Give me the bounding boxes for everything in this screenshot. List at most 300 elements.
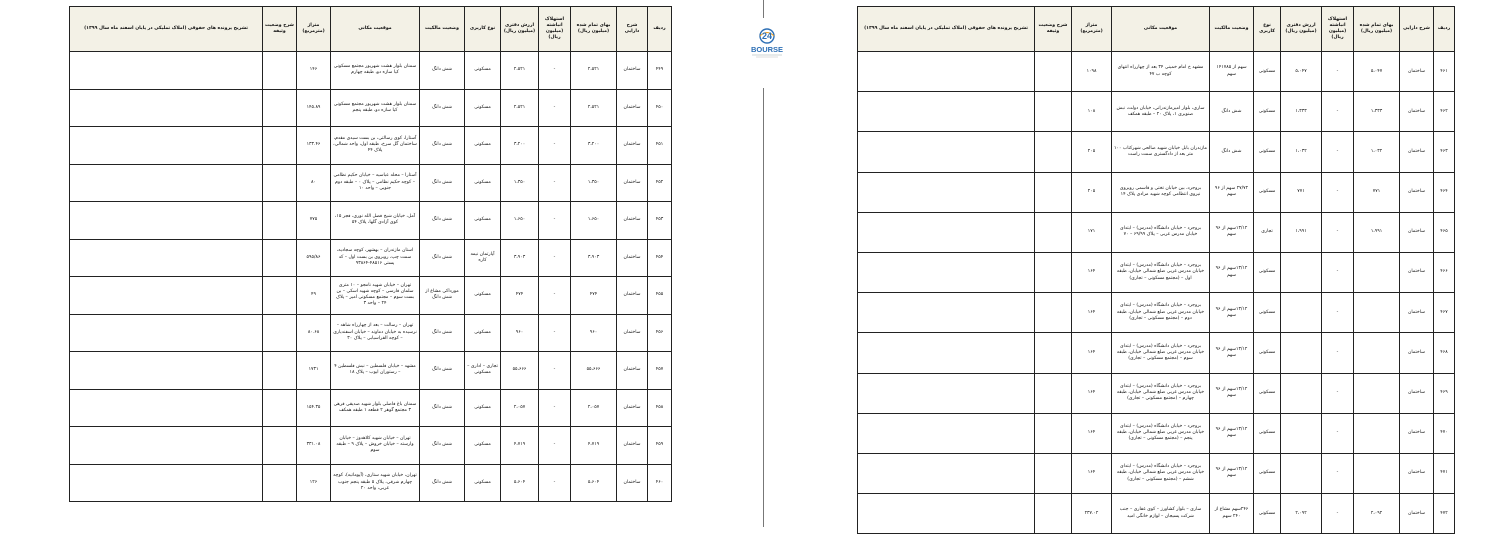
- header-ownership: وضعیت مالکیت: [420, 7, 465, 52]
- cell-depreciation: -: [539, 352, 571, 390]
- cell-asset-desc: ساختمان: [617, 277, 648, 315]
- header-ownership: وضعیت مالکیت: [1210, 7, 1254, 52]
- header-final-cost: بهای تمام شده (میلیون ریال): [571, 7, 617, 52]
- cell-location: مشهد خ امام خمینی ۳۴ بعد از چهارراه انتهای کوچه ب ۴۷: [1112, 52, 1210, 92]
- cell-depreciation: -: [539, 164, 571, 202]
- header-legal-desc: تشریح پرونده های حقوقی (املاک تملیکی در پایان اسفند ماه سال ۱۳۹۹): [70, 7, 263, 52]
- cell-final-cost: [1354, 293, 1400, 333]
- table-row: [70, 352, 672, 390]
- cell-legal-desc: [70, 352, 263, 390]
- cell-collateral: [263, 164, 297, 202]
- cell-legal-desc: [858, 333, 1035, 373]
- cell-legal-desc: [70, 464, 263, 502]
- cell-usage: مسکونی: [465, 89, 501, 127]
- cell-asset-desc: ساختمان: [1400, 132, 1434, 172]
- header-asset-desc: شرح دارایی: [617, 7, 648, 52]
- cell-row-no: ۴۴۹: [648, 52, 672, 90]
- cell-ownership: ۱۳/۱۲سهم از ۹۶ سهم: [1210, 373, 1254, 413]
- cell-usage: مسکونی: [465, 164, 501, 202]
- cell-book-value: ۷۷۱: [1281, 172, 1322, 212]
- cell-asset-desc: ساختمان: [1400, 494, 1434, 534]
- cell-legal-desc: [858, 132, 1035, 172]
- cell-final-cost: ۵۵،۶۶۶: [571, 352, 617, 390]
- cell-legal-desc: [70, 164, 263, 202]
- cell-location: بروجرد، بین خیابان تختی و قاسمی روبروی نیروی انتظامی کوچه شهید مرادی پلاک ۱۴: [1112, 172, 1210, 212]
- table-row: [70, 277, 672, 315]
- cell-usage: مسکونی: [1254, 373, 1281, 413]
- header-book-value: ارزش دفتری (میلیون ریال): [501, 7, 539, 52]
- cell-final-cost: ۳،۹۰۳: [571, 239, 617, 277]
- cell-depreciation: -: [539, 127, 571, 165]
- cell-area: ۱۶۴: [1072, 333, 1112, 373]
- cell-location: آستارا، کوی رسالتی، بن بست سیدی مقدم، ساختمان گل سرخ، طبقه اول، واحد شمالی، پلاک ۴۴: [331, 127, 420, 165]
- cell-depreciation: -: [539, 314, 571, 352]
- cell-legal-desc: [858, 293, 1035, 333]
- cell-area: ۱۶۴: [1072, 293, 1112, 333]
- cell-ownership: ۲۴۶سهم مشاع از ۲۴۰ سهم: [1210, 494, 1254, 534]
- cell-asset-desc: ساختمان: [617, 202, 648, 240]
- cell-depreciation: -: [539, 52, 571, 90]
- cell-row-no: ۴۵۳: [648, 202, 672, 240]
- cell-area: ۱۴۵.۸۹: [297, 89, 331, 127]
- cell-usage: مسکونی: [465, 427, 501, 465]
- cell-row-no: ۴۶۷: [1434, 293, 1455, 333]
- cell-asset-desc: ساختمان: [617, 127, 648, 165]
- cell-final-cost: ۲،۰۵۷: [571, 389, 617, 427]
- cell-final-cost: ۲،۵۲۱: [571, 89, 617, 127]
- cell-location: بروجرد – خیابان دانشگاه (مدرس) – ابتدای خیابان مدرس غربی ضلع شمالی خیابان، طبقه پنجم – (مجتمع مسکونی – تجاری): [1112, 413, 1210, 453]
- cell-legal-desc: [858, 453, 1035, 493]
- cell-area: ۱۶۴: [1072, 453, 1112, 493]
- cell-ownership: شش دانگ: [420, 202, 465, 240]
- cell-final-cost: ۲،۰۹۲: [1354, 494, 1400, 534]
- cell-final-cost: ۱،۶۵۰: [571, 202, 617, 240]
- cell-usage: مسکونی: [1254, 92, 1281, 132]
- cell-location: تهران، خیابان شهید ستاری، (آپوماتیه)، کوچه چهارم شرقی، پلاک ۵ طبقه پنجم جنوب غربی، واحد ۲۰: [331, 464, 420, 502]
- cell-depreciation: -: [539, 464, 571, 502]
- page-spine-top: [763, 0, 764, 18]
- cell-book-value: [1281, 373, 1322, 413]
- cell-area: ۱۶۴: [1072, 413, 1112, 453]
- cell-location: بروجرد – خیابان دانشگاه (مدرس) – ابتدای خیابان مدرس غربی ضلع شمالی خیابان، طبقه سوم – (مجتمع مسکونی – تجاری): [1112, 333, 1210, 373]
- svg-text:24: 24: [761, 31, 773, 41]
- cell-asset-desc: ساختمان: [1400, 413, 1434, 453]
- cell-usage: مسکونی: [465, 277, 501, 315]
- cell-book-value: [1281, 333, 1322, 373]
- cell-area: ۱۶۴: [1072, 373, 1112, 413]
- table-row: [858, 172, 1455, 212]
- cell-ownership: شش دانگ: [420, 389, 465, 427]
- cell-book-value: ۵،۶۰۴: [501, 464, 539, 502]
- cell-collateral: [1035, 252, 1072, 292]
- cell-area: ۷۷۵: [297, 202, 331, 240]
- header-depreciation: استهلاک انباشته (میلیون ریال): [1322, 7, 1354, 52]
- cell-depreciation: -: [1322, 333, 1354, 373]
- cell-ownership: ۲۷/۷۲ سهم از ۹۶ سهم: [1210, 172, 1254, 212]
- cell-asset-desc: ساختمان: [1400, 453, 1434, 493]
- cell-collateral: [1035, 453, 1072, 493]
- cell-depreciation: -: [539, 427, 571, 465]
- table-row: [858, 212, 1455, 252]
- cell-ownership: شش دانگ: [420, 164, 465, 202]
- cell-row-no: ۴۷۲: [1434, 494, 1455, 534]
- cell-area: ۱۲۶: [297, 464, 331, 502]
- cell-collateral: [1035, 413, 1072, 453]
- header-collateral: شرح وضعیت وثیقه: [1035, 7, 1072, 52]
- cell-asset-desc: ساختمان: [617, 427, 648, 465]
- cell-collateral: [1035, 212, 1072, 252]
- table-row: [70, 52, 672, 90]
- cell-depreciation: -: [1322, 494, 1354, 534]
- cell-asset-desc: ساختمان: [617, 464, 648, 502]
- cell-book-value: [1281, 413, 1322, 453]
- cell-usage: مسکونی: [465, 52, 501, 90]
- cell-asset-desc: ساختمان: [617, 389, 648, 427]
- table-row: [858, 252, 1455, 292]
- cell-collateral: [263, 127, 297, 165]
- cell-row-no: ۴۶۴: [1434, 172, 1455, 212]
- page-spine-bottom: [763, 88, 764, 527]
- cell-area: ۸۰: [297, 164, 331, 202]
- cell-final-cost: ۷۷۱: [1354, 172, 1400, 212]
- cell-ownership: شش دانگ: [420, 89, 465, 127]
- cell-row-no: ۴۶۳: [1434, 132, 1455, 172]
- cell-book-value: ۹۶۰: [501, 314, 539, 352]
- cell-final-cost: ۵،۶۰۴: [571, 464, 617, 502]
- cell-area: ۴۹: [297, 277, 331, 315]
- cell-final-cost: [1354, 373, 1400, 413]
- cell-book-value: ۱،۳۵۰: [501, 164, 539, 202]
- cell-final-cost: ۴۷۴: [571, 277, 617, 315]
- cell-final-cost: ۱،۹۹۱: [1354, 212, 1400, 252]
- cell-final-cost: ۲،۵۲۱: [571, 52, 617, 90]
- cell-row-no: ۴۶۵: [1434, 212, 1455, 252]
- cell-location: ساری، بلوار امیرمازندرانی، خیابان دولت، نبش صنوبری ۱، پلاک ۲۰ – طبقه همکف: [1112, 92, 1210, 132]
- cell-book-value: ۴۷۴: [501, 277, 539, 315]
- table-row: [70, 427, 672, 465]
- cell-usage: مسکونی: [1254, 453, 1281, 493]
- cell-depreciation: -: [1322, 373, 1354, 413]
- cell-ownership: شش دانگ: [420, 314, 465, 352]
- cell-location: سمنان بلوار هشت شهریور مجتمع مسکونی کیا سازه دو، طبقه چهارم: [331, 52, 420, 90]
- cell-book-value: ۱،۳۳۳: [1281, 92, 1322, 132]
- table-row: [70, 464, 672, 502]
- cell-book-value: ۴،۷۱۹: [501, 427, 539, 465]
- cell-legal-desc: [70, 202, 263, 240]
- cell-area: ۲۰۵: [1072, 132, 1112, 172]
- cell-asset-desc: ساختمان: [617, 52, 648, 90]
- cell-collateral: [263, 314, 297, 352]
- cell-collateral: [263, 202, 297, 240]
- cell-ownership: شش دانگ: [420, 464, 465, 502]
- cell-ownership: ۱۳/۱۲سهم از ۹۶ سهم: [1210, 212, 1254, 252]
- table-row: [858, 293, 1455, 333]
- cell-location: مشهد – خیابان فلسطین – نبش فلسطین ۴ – رستوران ایوب – پلاک ۱۸: [331, 352, 420, 390]
- table-body-left: [70, 52, 672, 502]
- cell-collateral: [1035, 293, 1072, 333]
- cell-asset-desc: ساختمان: [617, 164, 648, 202]
- header-depreciation: استهلاک انباشته (میلیون ریال): [539, 7, 571, 52]
- cell-location: بروجرد – خیابان دانشگاه (مدرس) – ابتدای خیابان مدرس غربی – پلاک ۶۹/۹۹ – ۷۰: [1112, 212, 1210, 252]
- cell-row-no: ۴۵۱: [648, 127, 672, 165]
- cell-depreciation: -: [1322, 293, 1354, 333]
- cell-asset-desc: ساختمان: [1400, 212, 1434, 252]
- cell-usage: مسکونی: [465, 202, 501, 240]
- cell-ownership: شش دانگ: [1210, 92, 1254, 132]
- cell-ownership: مورداکی مشاع از شش دانگ: [420, 277, 465, 315]
- table-row: [858, 92, 1455, 132]
- cell-usage: مسکونی: [1254, 52, 1281, 92]
- cell-book-value: ۵،۰۴۷: [1281, 52, 1322, 92]
- cell-row-no: ۴۵۸: [648, 389, 672, 427]
- cell-legal-desc: [70, 427, 263, 465]
- cell-collateral: [1035, 92, 1072, 132]
- cell-ownership: ۱۳/۱۲سهم از ۹۶ سهم: [1210, 453, 1254, 493]
- cell-asset-desc: ساختمان: [1400, 92, 1434, 132]
- cell-asset-desc: ساختمان: [1400, 172, 1434, 212]
- cell-depreciation: -: [539, 202, 571, 240]
- cell-collateral: [263, 389, 297, 427]
- cell-row-no: ۴۵۰: [648, 89, 672, 127]
- cell-usage: مسکونی: [1254, 333, 1281, 373]
- cell-ownership: شش دانگ: [420, 239, 465, 277]
- cell-legal-desc: [70, 89, 263, 127]
- cell-row-no: ۴۷۰: [1434, 413, 1455, 453]
- cell-location: استان مازندران – بهشهر، کوچه سجادیه، سمت چپ، روبروی بن بست اول – کد پستی ۴۸۵۱۶-۹۳۸۶۴: [331, 239, 420, 277]
- cell-legal-desc: [858, 373, 1035, 413]
- cell-ownership: شش دانگ: [420, 352, 465, 390]
- cell-ownership: ۱۳/۱۲سهم از ۹۶ سهم: [1210, 333, 1254, 373]
- table-row: [70, 239, 672, 277]
- cell-collateral: [263, 52, 297, 90]
- cell-ownership: ۱۳/۱۲سهم از ۹۶ سهم: [1210, 293, 1254, 333]
- cell-collateral: [1035, 494, 1072, 534]
- svg-text:BOURSE: BOURSE: [750, 45, 784, 54]
- table-row: [858, 52, 1455, 92]
- cell-row-no: ۴۶۰: [648, 464, 672, 502]
- cell-final-cost: [1354, 252, 1400, 292]
- cell-final-cost: ۳،۲۰۰: [571, 127, 617, 165]
- cell-depreciation: -: [1322, 52, 1354, 92]
- cell-final-cost: [1354, 413, 1400, 453]
- cell-location: بروجرد – خیابان دانشگاه (مدرس) – ابتدای خیابان مدرس غربی ضلع شمالی خیابان، طبقه اول – (مجتمع مسکونی – تجاری): [1112, 252, 1210, 292]
- cell-location: تهران – خیابان شهید کلاهدوز – خیابان وارسته – خیابان خروش – پلاک ۹ – طبقه سوم: [331, 427, 420, 465]
- cell-collateral: [1035, 172, 1072, 212]
- cell-book-value: ۱،۹۹۱: [1281, 212, 1322, 252]
- cell-usage: مسکونی: [1254, 252, 1281, 292]
- header-legal-desc: تشریح پرونده های حقوقی (املاک تملیکی در پایان اسفند ماه سال ۱۳۹۹): [858, 7, 1035, 52]
- table-row: [858, 453, 1455, 493]
- cell-collateral: [1035, 52, 1072, 92]
- cell-final-cost: ۴،۷۱۹: [571, 427, 617, 465]
- cell-usage: مسکونی: [1254, 494, 1281, 534]
- cell-legal-desc: [70, 389, 263, 427]
- cell-ownership: ۱۳/۱۲سهم از ۹۶ سهم: [1210, 252, 1254, 292]
- cell-location: سمنان بلوار هشت شهریور مجتمع مسکونی کیا سازه دو، طبقه پنجم: [331, 89, 420, 127]
- header-final-cost: بهای تمام شده (میلیون ریال): [1354, 7, 1400, 52]
- header-row-no: ردیف: [648, 7, 672, 52]
- cell-asset-desc: ساختمان: [1400, 333, 1434, 373]
- cell-location: ساری – بلوار کشاورز – کوی غفاری – جنب شرکت پسیجان – لوازم خانگی امید: [1112, 494, 1210, 534]
- header-collateral: شرح وضعیت وثیقه: [263, 7, 297, 52]
- cell-row-no: ۴۵۹: [648, 427, 672, 465]
- cell-usage: مسکونی: [1254, 413, 1281, 453]
- table-row: [70, 164, 672, 202]
- cell-area: ۲۰۵: [1072, 172, 1112, 212]
- table-row: [858, 132, 1455, 172]
- cell-final-cost: ۱،۳۳۳: [1354, 92, 1400, 132]
- cell-area: ۸۰.۶۸: [297, 314, 331, 352]
- cell-collateral: [263, 239, 297, 277]
- cell-collateral: [1035, 132, 1072, 172]
- cell-final-cost: ۱،۳۵۰: [571, 164, 617, 202]
- cell-final-cost: ۵،۰۴۷: [1354, 52, 1400, 92]
- cell-book-value: ۳،۲۰۰: [501, 127, 539, 165]
- cell-depreciation: -: [539, 239, 571, 277]
- cell-legal-desc: [858, 494, 1035, 534]
- cell-collateral: [1035, 333, 1072, 373]
- cell-legal-desc: [70, 127, 263, 165]
- cell-final-cost: [1354, 453, 1400, 493]
- cell-book-value: ۲،۰۹۲: [1281, 494, 1322, 534]
- cell-depreciation: -: [1322, 92, 1354, 132]
- header-book-value: ارزش دفتری (میلیون ریال): [1281, 7, 1322, 52]
- cell-final-cost: [1354, 333, 1400, 373]
- cell-depreciation: -: [1322, 132, 1354, 172]
- cell-area: ۱۵۴.۳۵: [297, 389, 331, 427]
- table-row: [858, 373, 1455, 413]
- cell-legal-desc: [70, 314, 263, 352]
- cell-book-value: ۱،۶۵۰: [501, 202, 539, 240]
- cell-location: آستارا – محله عباسیه – خیابان حکیم نظامی – کوچه حکیم نظامی – پلاک ۰ – طبقه دوم جنوبی – واحد ۱۰: [331, 164, 420, 202]
- table-header-row: [70, 7, 672, 52]
- cell-area: ۳۳۱.۰۸: [297, 427, 331, 465]
- table-row: [70, 89, 672, 127]
- cell-usage: آپارتمان نیمه کاره: [465, 239, 501, 277]
- cell-area: ۲۳۷.۰۲: [1072, 494, 1112, 534]
- cell-book-value: ۵۵،۶۶۶: [501, 352, 539, 390]
- table-row: [70, 202, 672, 240]
- cell-book-value: ۲،۵۲۱: [501, 89, 539, 127]
- cell-asset-desc: ساختمان: [617, 89, 648, 127]
- cell-depreciation: -: [539, 89, 571, 127]
- cell-area: ۵۹۵/۸۶: [297, 239, 331, 277]
- header-area: متراژ (مترمربع): [1072, 7, 1112, 52]
- cell-row-no: ۴۵۴: [648, 239, 672, 277]
- table-row: [858, 494, 1455, 534]
- cell-final-cost: ۱،۰۳۲: [1354, 132, 1400, 172]
- cell-usage: تجاری: [1254, 212, 1281, 252]
- table-row: [70, 127, 672, 165]
- cell-book-value: [1281, 453, 1322, 493]
- cell-area: ۱۰۸: [1072, 92, 1112, 132]
- cell-location: بروجرد – خیابان دانشگاه (مدرس) – ابتدای خیابان مدرس غربی ضلع شمالی خیابان، طبقه دوم – (مجتمع مسکونی – تجاری): [1112, 293, 1210, 333]
- cell-collateral: [263, 352, 297, 390]
- cell-row-no: ۴۵۶: [648, 314, 672, 352]
- cell-asset-desc: ساختمان: [1400, 293, 1434, 333]
- cell-usage: مسکونی: [1254, 172, 1281, 212]
- cell-area: ۱۴۶: [297, 52, 331, 90]
- cell-ownership: شش دانگ: [1210, 132, 1254, 172]
- table-row: [858, 333, 1455, 373]
- cell-usage: مسکونی: [465, 127, 501, 165]
- cell-usage: مسکونی: [465, 389, 501, 427]
- cell-usage: مسکونی: [465, 314, 501, 352]
- cell-area: ۱۳۳.۴۶: [297, 127, 331, 165]
- bourse24-logo: [744, 27, 790, 59]
- cell-depreciation: -: [1322, 453, 1354, 493]
- cell-area: ۱۶۴: [1072, 252, 1112, 292]
- cell-row-no: ۴۶۲: [1434, 92, 1455, 132]
- cell-location: تهران – خیابان شهید نامجو – ۱۰ متری سلمان فارسی – کوچه شهید اسکی – بن بست سوم – مجتمع مسکونی امیر – پلاک ۲۴ – واحد ۳: [331, 277, 420, 315]
- cell-asset-desc: ساختمان: [1400, 52, 1434, 92]
- cell-collateral: [1035, 373, 1072, 413]
- header-area: متراژ (مترمربع): [297, 7, 331, 52]
- cell-legal-desc: [858, 413, 1035, 453]
- cell-book-value: ۲،۰۵۷: [501, 389, 539, 427]
- cell-asset-desc: ساختمان: [617, 352, 648, 390]
- cell-book-value: [1281, 293, 1322, 333]
- cell-row-no: ۴۶۸: [1434, 333, 1455, 373]
- cell-usage: مسکونی: [1254, 132, 1281, 172]
- cell-ownership: ۱۳/۱۲سهم از ۹۶ سهم: [1210, 413, 1254, 453]
- cell-row-no: ۴۶۶: [1434, 252, 1455, 292]
- cell-row-no: ۴۵۵: [648, 277, 672, 315]
- properties-table-left: [69, 6, 672, 502]
- cell-book-value: ۲،۵۲۱: [501, 52, 539, 90]
- table-row: [70, 389, 672, 427]
- cell-asset-desc: ساختمان: [1400, 373, 1434, 413]
- cell-depreciation: -: [1322, 413, 1354, 453]
- cell-ownership: شش دانگ: [420, 427, 465, 465]
- cell-depreciation: -: [539, 389, 571, 427]
- cell-final-cost: ۹۶۰: [571, 314, 617, 352]
- cell-collateral: [263, 89, 297, 127]
- cell-legal-desc: [858, 92, 1035, 132]
- cell-ownership: شش دانگ: [420, 52, 465, 90]
- properties-table-right: [857, 6, 1455, 534]
- header-asset-desc: شرح دارایی: [1400, 7, 1434, 52]
- cell-location: مازندران بابل خیابان شهید صالحی شهرکتاب ۱۰۰ متر بعد از دادگستری سمت راست: [1112, 132, 1210, 172]
- cell-legal-desc: [70, 239, 263, 277]
- cell-area: ۱۷۱: [1072, 212, 1112, 252]
- cell-legal-desc: [70, 52, 263, 90]
- header-row-no: ردیف: [1434, 7, 1455, 52]
- cell-usage: تجاری – اداری – مسکونی: [465, 352, 501, 390]
- header-usage: نوع کاربری: [465, 7, 501, 52]
- cell-location: بروجرد – خیابان دانشگاه (مدرس) – ابتدای خیابان مدرس غربی ضلع شمالی خیابان، طبقه ششم – (مجتمع مسکونی – تجاری): [1112, 453, 1210, 493]
- cell-asset-desc: ساختمان: [617, 239, 648, 277]
- cell-collateral: [263, 464, 297, 502]
- table-row: [858, 413, 1455, 453]
- cell-asset-desc: ساختمان: [617, 314, 648, 352]
- cell-usage: مسکونی: [465, 464, 501, 502]
- cell-usage: مسکونی: [1254, 293, 1281, 333]
- cell-ownership: شش دانگ: [420, 127, 465, 165]
- cell-book-value: [1281, 252, 1322, 292]
- cell-ownership: سهم از ۱۴۱۷۸۵ سهم: [1210, 52, 1254, 92]
- cell-row-no: ۴۵۲: [648, 164, 672, 202]
- cell-location: آمل، خیابان شیخ فضل الله نوری، فجر ۱۵، کوی آزادی گلها، پلاک ۵۴: [331, 202, 420, 240]
- table-header-row: [858, 7, 1455, 52]
- cell-collateral: [263, 277, 297, 315]
- cell-depreciation: -: [1322, 212, 1354, 252]
- cell-legal-desc: [858, 52, 1035, 92]
- cell-location: بروجرد – خیابان دانشگاه (مدرس) – ابتدای خیابان مدرس غربی ضلع شمالی خیابان، طبقه چهارم – (مجتمع مسکونی – تجاری): [1112, 373, 1210, 413]
- cell-collateral: [263, 427, 297, 465]
- cell-depreciation: -: [1322, 172, 1354, 212]
- cell-book-value: ۳،۹۰۳: [501, 239, 539, 277]
